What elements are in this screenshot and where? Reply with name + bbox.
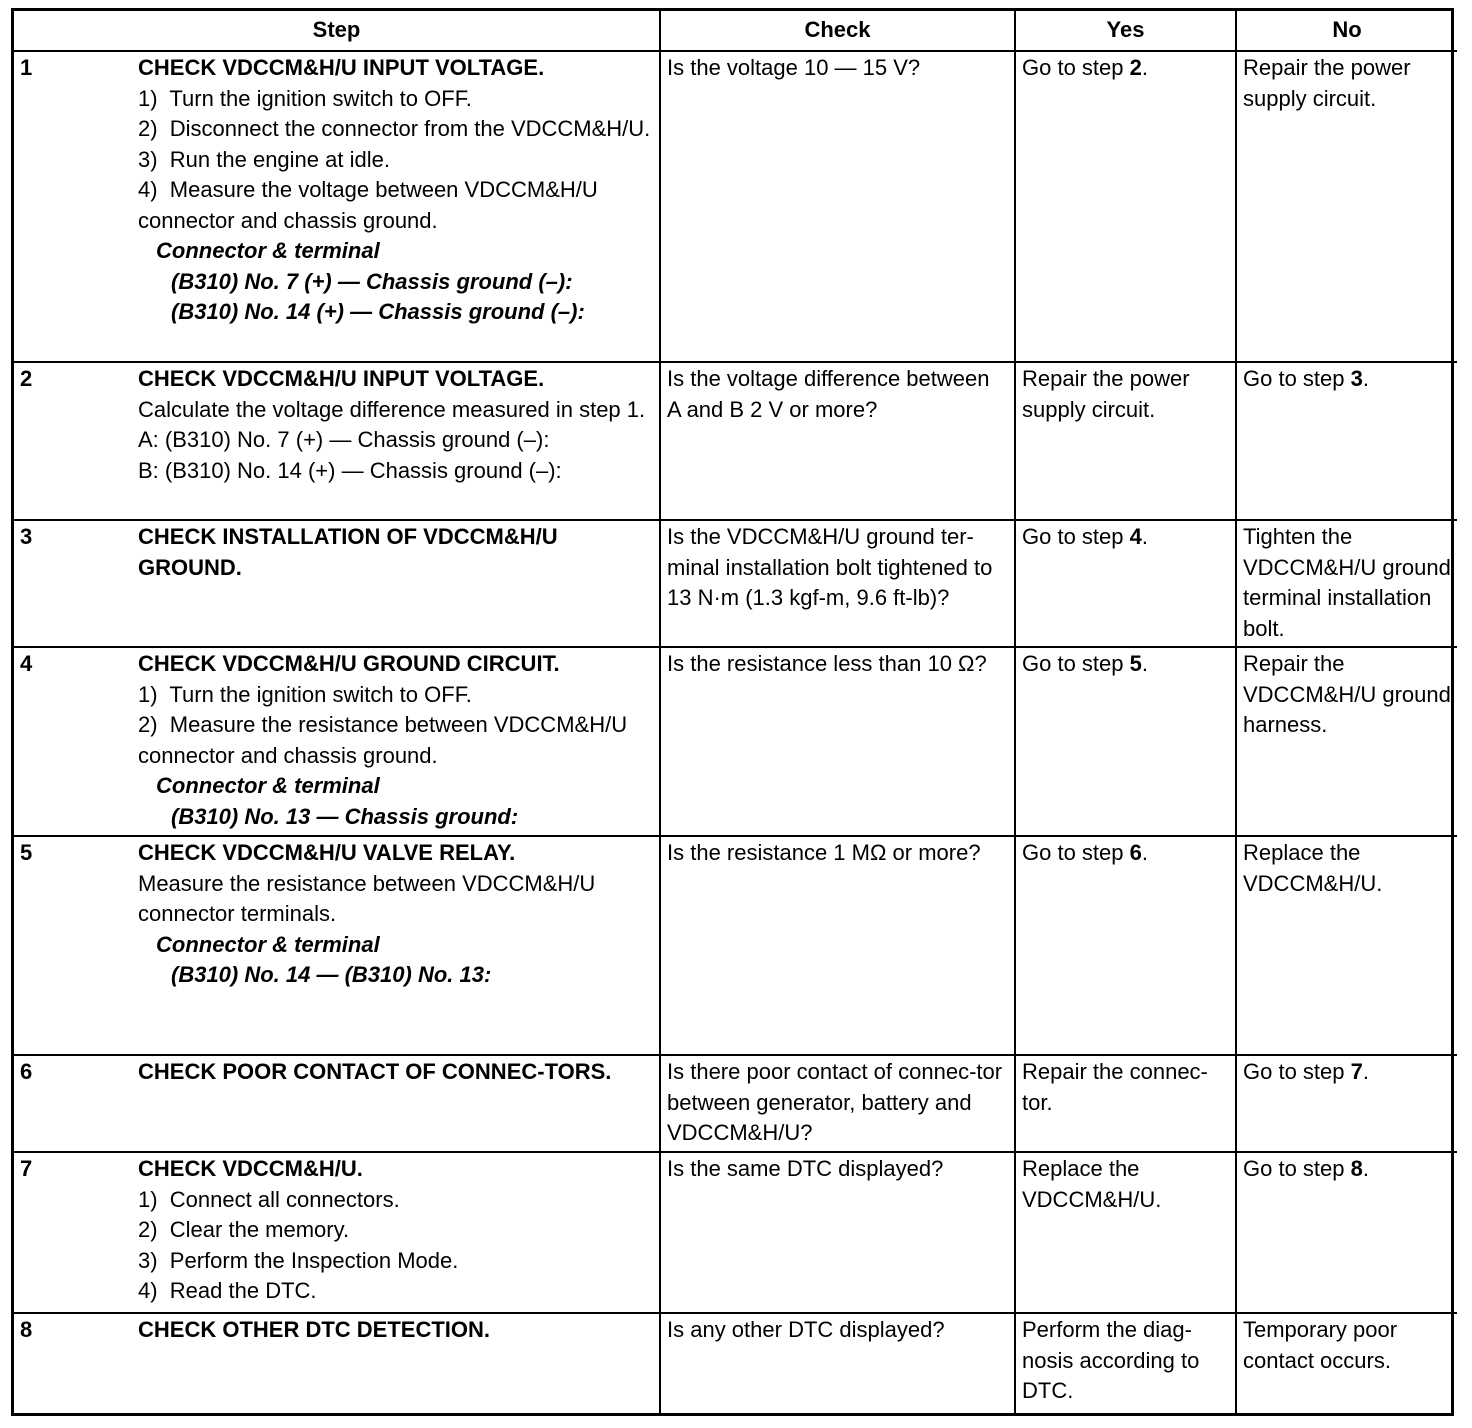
yes-cell: [1015, 647, 1236, 836]
yes-step-ref: 5: [1129, 651, 1142, 676]
step-cell: [14, 1055, 660, 1152]
step-cell: [14, 51, 660, 362]
no-text-end: .: [1362, 366, 1369, 391]
step-number: 6: [20, 1059, 33, 1084]
step-instruction: Measure the resistance between VDCCM&H/U connector terminals.: [138, 870, 602, 926]
table-body: [14, 51, 1457, 1415]
step-instruction: A: (B310) No. 7 (+) — Chassis ground (–):: [138, 427, 550, 452]
no-text: Go to step: [1243, 1059, 1351, 1084]
step-number: 2: [20, 366, 33, 391]
step-instruction: 1) Turn the ignition switch to OFF.: [138, 681, 472, 707]
yes-text: Go to step: [1022, 55, 1130, 80]
no-cell: [1236, 1055, 1457, 1152]
check-cell: Is there poor contact of connec-tor between generator, battery and VDCCM&H/U?: [660, 1055, 1015, 1152]
yes-step-ref: 6: [1129, 840, 1142, 865]
yes-cell: [1015, 1055, 1236, 1152]
connector-terminal: (B310) No. 7 (+) — Chassis ground (–):: [171, 268, 573, 294]
yes-cell: [1015, 51, 1236, 362]
diagnostic-table: [14, 11, 1457, 1415]
step-instruction: 2) Disconnect the connector from the VDCCM&H/U.: [138, 116, 651, 141]
step-cell: [14, 836, 660, 1055]
check-cell: Is the resistance less than 10 Ω?: [660, 647, 1015, 836]
yes-text: Go to step: [1022, 524, 1130, 549]
step-title: CHECK VDCCM&H/U INPUT VOLTAGE.: [138, 55, 545, 80]
step-cell: [14, 520, 660, 647]
yes-text-end: .: [1141, 651, 1148, 676]
header-yes: Yes: [1015, 11, 1236, 51]
header-step: Step: [14, 11, 660, 51]
table-row: [14, 1152, 1457, 1313]
step-instruction: 1) Turn the ignition switch to OFF.: [138, 85, 472, 111]
step-title: CHECK VDCCM&H/U GROUND CIRCUIT.: [138, 651, 560, 676]
table-row: [14, 362, 1457, 520]
check-cell: Is the VDCCM&H/U ground ter-minal installation bolt tightened to 13 N·m (1.3 kgf-m, 9.6 ft-lb)?: [660, 520, 1015, 647]
connector-terminal: (B310) No. 13 — Chassis ground:: [171, 803, 519, 829]
no-cell: [1236, 1152, 1457, 1313]
table-row: [14, 647, 1457, 836]
step-number: 8: [20, 1317, 33, 1342]
no-step-ref: 3: [1350, 366, 1363, 391]
step-instruction: Calculate the voltage difference measured in step 1.: [138, 396, 646, 422]
no-cell: [1236, 647, 1457, 836]
no-cell: [1236, 362, 1457, 520]
header-check: Check: [660, 11, 1015, 51]
yes-text-end: .: [1141, 55, 1148, 80]
step-number: 3: [20, 524, 33, 549]
no-cell: [1236, 1313, 1457, 1415]
yes-text: Go to step: [1022, 651, 1130, 676]
step-instruction: 3) Perform the Inspection Mode.: [138, 1247, 459, 1273]
step-cell: [14, 1313, 660, 1415]
step-number: 7: [20, 1156, 33, 1181]
yes-cell: [1015, 836, 1236, 1055]
step-cell: [14, 647, 660, 836]
diagnostic-table-sheet: [11, 8, 1454, 1416]
table-row: [14, 1313, 1457, 1415]
yes-step-ref: 4: [1129, 524, 1142, 549]
check-cell: Is the voltage 10 — 15 V?: [660, 51, 1015, 362]
step-cell: [14, 1152, 660, 1313]
no-text-end: .: [1362, 1059, 1369, 1084]
table-row: [14, 520, 1457, 647]
no-text: Repair the VDCCM&H/U ground harness.: [1243, 651, 1451, 737]
yes-cell: [1015, 362, 1236, 520]
check-cell: Is any other DTC displayed?: [660, 1313, 1015, 1415]
step-title: CHECK VDCCM&H/U.: [138, 1156, 363, 1181]
no-text-end: .: [1362, 1156, 1369, 1181]
yes-cell: [1015, 1152, 1236, 1313]
connector-terminal-label: Connector & terminal: [156, 238, 380, 263]
yes-text: Repair the connec-tor.: [1022, 1059, 1208, 1115]
yes-text-end: .: [1141, 840, 1148, 865]
connector-terminal-label: Connector & terminal: [156, 931, 380, 957]
step-instruction: 2) Measure the resistance between VDCCM&H/U connector and chassis ground.: [138, 712, 634, 768]
table-row: [14, 1055, 1457, 1152]
yes-text-end: .: [1141, 524, 1148, 549]
no-text: Repair the power supply circuit.: [1243, 55, 1411, 111]
no-cell: [1236, 51, 1457, 362]
step-instruction: 4) Read the DTC.: [138, 1278, 317, 1303]
yes-text: Replace the VDCCM&H/U.: [1022, 1156, 1162, 1212]
header-no: No: [1236, 11, 1457, 51]
step-number: 5: [20, 840, 33, 865]
connector-terminal: (B310) No. 14 — (B310) No. 13:: [171, 962, 492, 987]
check-cell: Is the same DTC displayed?: [660, 1152, 1015, 1313]
yes-text: Perform the diag-nosis according to DTC.: [1022, 1317, 1200, 1403]
no-text: Tighten the VDCCM&H/U ground terminal installation bolt.: [1243, 524, 1451, 641]
check-cell: Is the resistance 1 MΩ or more?: [660, 836, 1015, 1055]
table-row: [14, 51, 1457, 362]
table-row: [14, 836, 1457, 1055]
check-cell: Is the voltage difference between A and B 2 V or more?: [660, 362, 1015, 520]
no-step-ref: 7: [1350, 1059, 1363, 1084]
no-text: Replace the VDCCM&H/U.: [1243, 840, 1383, 896]
step-instruction: 3) Run the engine at idle.: [138, 146, 390, 172]
step-number: 1: [20, 55, 33, 80]
no-text: Go to step: [1243, 1156, 1351, 1181]
step-instruction: B: (B310) No. 14 (+) — Chassis ground (–):: [138, 457, 562, 483]
step-title: CHECK OTHER DTC DETECTION.: [138, 1317, 490, 1342]
no-text: Go to step: [1243, 366, 1351, 391]
connector-terminal: (B310) No. 14 (+) — Chassis ground (–):: [171, 299, 585, 324]
header-row: [14, 11, 1457, 51]
step-instruction: 2) Clear the memory.: [138, 1217, 350, 1242]
no-text: Temporary poor contact occurs.: [1243, 1317, 1398, 1373]
no-cell: [1236, 836, 1457, 1055]
step-title: CHECK VDCCM&H/U INPUT VOLTAGE.: [138, 366, 545, 391]
yes-cell: [1015, 1313, 1236, 1415]
no-step-ref: 8: [1350, 1156, 1363, 1181]
step-instruction: 4) Measure the voltage between VDCCM&H/U connector and chassis ground.: [138, 177, 604, 233]
yes-cell: [1015, 520, 1236, 647]
step-cell: [14, 362, 660, 520]
step-title: CHECK POOR CONTACT OF CONNEC-TORS.: [138, 1059, 612, 1084]
step-number: 4: [20, 651, 33, 676]
step-title: CHECK INSTALLATION OF VDCCM&H/U GROUND.: [138, 524, 558, 580]
connector-terminal-label: Connector & terminal: [156, 773, 380, 798]
yes-text: Go to step: [1022, 840, 1130, 865]
no-cell: [1236, 520, 1457, 647]
step-title: CHECK VDCCM&H/U VALVE RELAY.: [138, 840, 516, 865]
step-instruction: 1) Connect all connectors.: [138, 1186, 400, 1212]
yes-step-ref: 2: [1129, 55, 1142, 80]
yes-text: Repair the power supply circuit.: [1022, 366, 1190, 422]
